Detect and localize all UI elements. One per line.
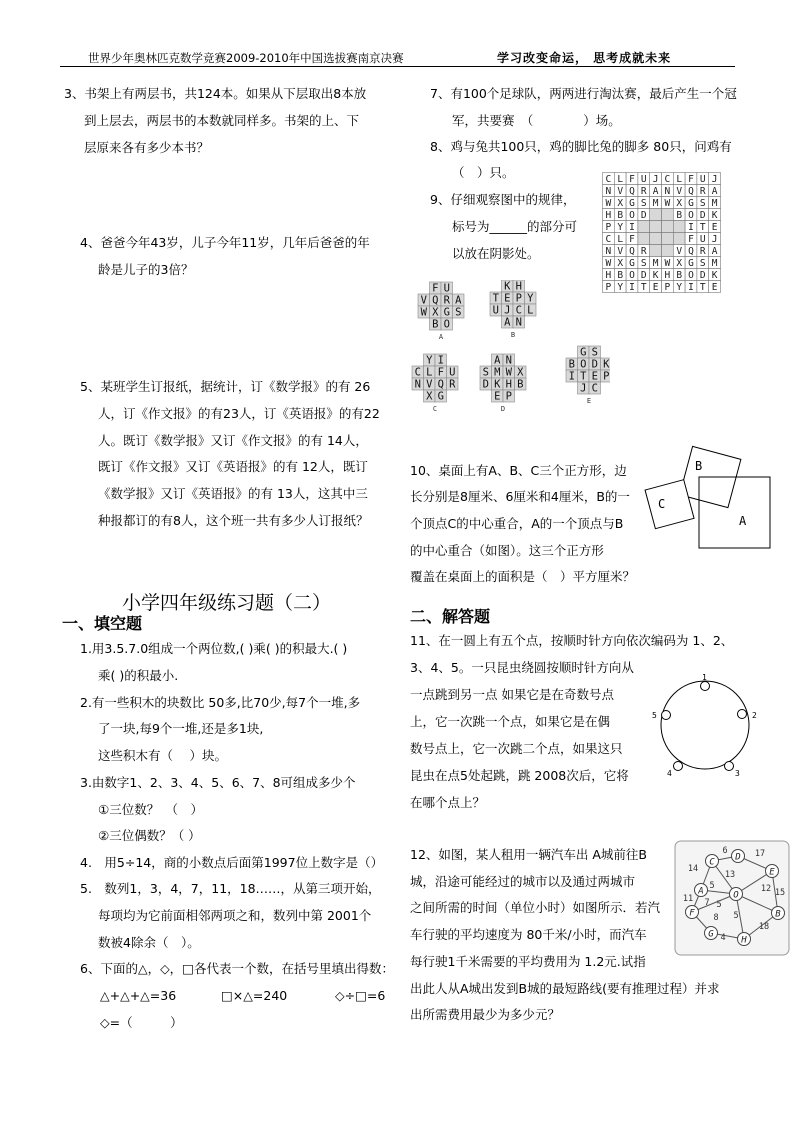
- piece-letter: X: [426, 390, 433, 403]
- grid-letter: X: [676, 198, 683, 209]
- q10-line4: 的中心重合（如图）。这三个正方形: [410, 543, 604, 558]
- piece-letter: G: [437, 390, 444, 403]
- grid-letter: Q: [688, 186, 694, 197]
- q11-line2: 3、4、5。一只昆虫绕圆按顺时针方向从: [410, 660, 634, 675]
- label-a: A: [739, 514, 747, 528]
- grid-letter: U: [699, 234, 706, 245]
- piece-letter: U: [449, 366, 456, 379]
- f4-line: 4. 用5÷14，商的小数点后面第1997位上数字是（）: [80, 855, 384, 870]
- grid-letter: W: [664, 258, 671, 269]
- q4-line1: 4、爸爸今年43岁，儿子今年11岁，几年后爸爸的年: [80, 235, 370, 250]
- q4-line2: 龄是儿子的3倍？: [98, 262, 194, 277]
- grid-letter: R: [699, 246, 706, 257]
- piece-letter: U: [443, 282, 450, 295]
- f3-line2: ①三位数？ （ ）: [98, 802, 203, 817]
- label-c: C: [658, 497, 666, 511]
- grid-letter: Q: [629, 186, 635, 197]
- f6-eq4: ◇=（ ）: [100, 1015, 183, 1030]
- piece-letter: Y: [426, 354, 433, 367]
- q3-line1: 3、书架上有两层书，共124本。如果从下层取出8本放: [64, 86, 367, 101]
- grid-letter: K: [652, 270, 659, 281]
- grid-letter: L: [676, 174, 683, 185]
- piece-letter: O: [580, 358, 587, 371]
- q5-line6: 种报都订的有8人，这个班一共有多少人订报纸？: [98, 513, 369, 528]
- grid-letter: S: [699, 198, 706, 209]
- piece-letter: O: [443, 318, 450, 331]
- grid-letter: O: [688, 270, 694, 281]
- square-a: [699, 477, 770, 548]
- piece-letter: I: [437, 354, 444, 367]
- point-label-5: 5: [652, 711, 657, 720]
- q10-line5: 覆盖在桌面上的面积是（ ）平方厘米？: [410, 569, 636, 584]
- edge-weight: 13: [724, 870, 736, 880]
- piece-letter: Y: [527, 292, 534, 305]
- grid-letter: Y: [617, 282, 624, 293]
- point-label-2: 2: [752, 711, 757, 720]
- grid-letter: B: [676, 270, 683, 281]
- grid-shaded-cell: [650, 233, 662, 245]
- grid-letter: G: [629, 258, 635, 269]
- graph-node-label: O: [733, 890, 739, 901]
- piece-letter: D: [482, 378, 489, 391]
- grid-letter: N: [605, 186, 612, 197]
- grid-shaded-cell: [662, 221, 674, 233]
- grid-letter: W: [605, 258, 612, 269]
- grid-letter: T: [640, 282, 647, 293]
- piece-letter: L: [426, 366, 433, 379]
- option-label-e: E: [586, 397, 592, 405]
- edge-weight: 8: [713, 913, 719, 923]
- grid-letter: T: [699, 222, 706, 233]
- part2-heading: 二、解答题: [410, 607, 491, 626]
- point-label-1: 1: [702, 673, 707, 682]
- edge-weight: 12: [760, 884, 772, 894]
- piece-letter: Q: [437, 378, 444, 391]
- option-label-d: D: [500, 405, 506, 413]
- q10-line2: 长分别是8厘米、6厘米和4厘米，B的一: [410, 489, 630, 504]
- f2-line1: 2.有一些积木的块数比 50多,比70少,每7个一堆,多: [80, 695, 361, 710]
- piece-letter: U: [492, 304, 499, 317]
- label-b: B: [695, 459, 703, 473]
- grid-shaded-cell: [662, 245, 674, 257]
- grid-shaded-cell: [650, 221, 662, 233]
- part1-heading: 一、填空题: [62, 614, 143, 633]
- grid-shaded-cell: [650, 209, 662, 221]
- grid-letter: I: [629, 282, 635, 293]
- grid-letter: V: [617, 246, 624, 257]
- grid-letter: N: [605, 246, 612, 257]
- q9-line3: 以放在阴影处。: [452, 246, 540, 261]
- grid-letter: G: [688, 198, 694, 209]
- piece-letter: C: [414, 366, 421, 379]
- graph-node-label: B: [775, 909, 781, 920]
- grid-shaded-cell: [673, 221, 685, 233]
- piece-letter: W: [505, 366, 512, 379]
- piece-letter: F: [432, 282, 439, 295]
- q12-line7: 出所需费用最少为多少元？: [410, 1007, 561, 1022]
- edge-weight: 5: [709, 881, 715, 891]
- grid-letter: D: [640, 270, 647, 281]
- q10-line1: 10、桌面上有A、B、C三个正方形，边: [410, 463, 627, 478]
- option-label-a: A: [438, 333, 444, 341]
- q12-line5: 每行驶1千米需要的平均费用为 1.2元.试指: [410, 954, 646, 969]
- circle-diagram: [645, 672, 770, 784]
- f2-line3: 这些积木有（ ）块。: [98, 748, 227, 763]
- grid-letter: N: [664, 186, 671, 197]
- piece-letter: B: [517, 378, 524, 391]
- piece-letter: K: [603, 358, 610, 371]
- q3-line3: 层原来各有多少本书？: [84, 140, 210, 155]
- grid-letter: H: [605, 210, 612, 221]
- piece-letter: V: [426, 378, 433, 391]
- grid-letter: R: [640, 246, 647, 257]
- piece-letter: I: [568, 370, 575, 383]
- grid-letter: B: [617, 210, 624, 221]
- graph-node-label: A: [698, 886, 704, 897]
- grid-letter: V: [676, 186, 683, 197]
- piece-letter: A: [494, 354, 501, 367]
- grid-letter: S: [699, 258, 706, 269]
- grid-shaded-cell: [638, 233, 650, 245]
- grid-shaded-cell: [638, 221, 650, 233]
- piece-letter: P: [603, 370, 610, 383]
- piece-letter: H: [505, 378, 512, 391]
- piece-letter: E: [494, 390, 501, 403]
- piece-letter: T: [580, 370, 587, 383]
- grid-letter: E: [652, 282, 659, 293]
- q8-line1: 8、鸡与兔共100只，鸡的脚比兔的脚多 80只，问鸡有: [430, 139, 732, 154]
- piece-letter: T: [492, 292, 499, 305]
- grid-letter: A: [711, 186, 718, 197]
- grid-letter: I: [629, 222, 635, 233]
- grid-letter: Q: [629, 246, 635, 257]
- grid-letter: V: [617, 186, 624, 197]
- q11-line6: 昆虫在点5处起跳，跳 2008次后，它将: [410, 768, 629, 783]
- graph-node-label: H: [741, 935, 747, 946]
- f6-eq2: □×△=240: [221, 988, 288, 1003]
- piece-letter: R: [443, 294, 450, 307]
- graph-node-label: D: [735, 852, 741, 863]
- piece-letter: G: [580, 346, 587, 359]
- piece-letter: B: [432, 318, 439, 331]
- grid-letter: Y: [676, 282, 683, 293]
- piece-letter: A: [504, 316, 511, 329]
- q12-line3: 之间所需的时间（单位小时）如图所示．若汽: [410, 900, 661, 915]
- point-3: [725, 762, 734, 771]
- grid-letter: O: [629, 270, 635, 281]
- edge-weight: 14: [687, 864, 699, 874]
- graph-node-label: F: [689, 908, 695, 919]
- grid-letter: S: [640, 198, 647, 209]
- piece-letter: G: [443, 306, 450, 319]
- q7-line1: 7、有100个足球队，两两进行淘汰赛，最后产生一个冠: [430, 86, 737, 101]
- grid-letter: I: [688, 222, 694, 233]
- grid-letter: P: [664, 282, 671, 293]
- grid-letter: V: [676, 246, 683, 257]
- grid-letter: I: [688, 282, 694, 293]
- graph-node-label: E: [769, 867, 775, 878]
- piece-letter: C: [591, 382, 598, 395]
- grid-letter: X: [676, 258, 683, 269]
- edge-weight: 17: [754, 849, 766, 859]
- option-label-b: B: [510, 331, 516, 339]
- piece-letter: E: [504, 292, 511, 305]
- grid-letter: G: [688, 258, 694, 269]
- piece-letter: Q: [432, 294, 439, 307]
- grid-letter: P: [605, 222, 612, 233]
- point-5: [662, 711, 671, 720]
- q11-line5: 数号点上，它一次跳二个点，如果这只: [410, 741, 623, 756]
- grid-letter: J: [652, 174, 659, 185]
- piece-letter: P: [505, 390, 512, 403]
- piece-letter: N: [414, 378, 421, 391]
- q5-line3: 人。既订《数学报》又订《作文报》的有 14人，: [98, 433, 368, 448]
- q10-line3: 个顶点C的中心重合，A的一个顶点与B: [410, 516, 624, 531]
- grid-letter: U: [640, 174, 647, 185]
- header-right-slogan: 学习改变命运， 思考成就未来: [497, 51, 672, 65]
- piece-letter: R: [449, 378, 456, 391]
- grid-letter: F: [629, 234, 635, 245]
- grid-letter: W: [664, 198, 671, 209]
- f3-line3: ②三位偶数？（ ）: [98, 828, 201, 843]
- q12-line4: 车行驶的平均速度为 80千米/小时，而汽车: [410, 927, 647, 942]
- q3-line2: 到上层去，两层书的本数就同样多。书架的上、下: [84, 113, 360, 128]
- grid-letter: O: [688, 210, 694, 221]
- grid-letter: S: [640, 258, 647, 269]
- route-graph: [674, 840, 794, 957]
- grid-letter: U: [699, 174, 706, 185]
- q7-line2: 军，共要赛 （ ）场。: [452, 113, 621, 128]
- f3-line1: 3.由数字1、2、3、4、5、6、7、8可组成多少个: [80, 775, 356, 790]
- grid-letter: Y: [617, 222, 624, 233]
- q11-line3: 一点跳到另一点 如果它是在奇数号点: [410, 687, 614, 702]
- f1-line2: 乘( )的积最小.: [98, 668, 179, 683]
- grid-letter: F: [688, 174, 694, 185]
- grid-letter: X: [617, 198, 624, 209]
- q12-line2: 城，沿途可能经过的城市以及通过两城市: [410, 874, 636, 889]
- piece-letter: L: [527, 304, 534, 317]
- f5-line1: 5. 数列1，3，4，7，11，18……，从第三项开始，: [80, 881, 381, 896]
- q12-line1: 12、如图，某人租用一辆汽车出 A城前往B: [410, 847, 648, 862]
- point-4: [674, 762, 683, 771]
- f5-line2: 每项均为它前面相邻两项之和，数列中第 2001个: [98, 908, 372, 923]
- grid-letter: J: [711, 174, 718, 185]
- q9-line1: 9、仔细观察图中的规律，: [430, 192, 576, 207]
- grid-letter: E: [711, 282, 718, 293]
- q9-line2: 标号为______的部分可: [452, 219, 578, 234]
- grid-letter: D: [640, 210, 647, 221]
- section-title: 小学四年级练习题（二）: [122, 592, 332, 614]
- q5-line5: 《数学报》又订《英语报》的有 13人，这其中三: [98, 486, 368, 501]
- grid-shaded-cell: [673, 233, 685, 245]
- grid-letter: R: [640, 186, 647, 197]
- piece-letter: B: [568, 358, 575, 371]
- grid-letter: O: [629, 210, 635, 221]
- grid-letter: K: [711, 270, 718, 281]
- squares-diagram: [640, 440, 776, 552]
- edge-weight: 6: [722, 846, 728, 856]
- grid-letter: M: [652, 198, 659, 209]
- piece-letter: N: [515, 316, 522, 329]
- grid-letter: H: [605, 270, 612, 281]
- grid-letter: B: [617, 270, 624, 281]
- f2-line2: 了一块,每9个一堆,还是多1块,: [98, 721, 264, 736]
- piece-letter: A: [455, 294, 462, 307]
- piece-letter: J: [504, 304, 511, 317]
- piece-letter: E: [591, 370, 598, 383]
- piece-letter: X: [517, 366, 524, 379]
- q8-line2: （ ）只。: [452, 165, 515, 180]
- f5-line3: 数被4除余（ ）。: [98, 935, 200, 950]
- point-label-3: 3: [735, 769, 740, 778]
- option-label-c: C: [432, 405, 438, 413]
- option-pieces: [410, 280, 610, 418]
- graph-node-label: G: [708, 929, 714, 940]
- piece-letter: M: [494, 366, 501, 379]
- piece-letter: V: [420, 294, 427, 307]
- piece-letter: H: [515, 280, 522, 293]
- edge-weight: 11: [682, 894, 694, 904]
- grid-letter: W: [605, 198, 612, 209]
- piece-letter: N: [505, 354, 512, 367]
- edge-weight: 18: [758, 922, 770, 932]
- edge-weight: 15: [774, 888, 786, 898]
- letter-grid: [602, 172, 722, 294]
- q12-line6: 出此人从A城出发到B城的最短路线(要有推理过程）并求: [410, 981, 720, 996]
- grid-letter: K: [711, 210, 718, 221]
- grid-letter: L: [617, 174, 624, 185]
- edge-weight: 5: [733, 911, 739, 921]
- piece-letter: X: [432, 306, 439, 319]
- q11-line7: 在哪个点上？: [410, 795, 486, 810]
- grid-letter: C: [664, 174, 671, 185]
- grid-letter: X: [617, 258, 624, 269]
- f6-eq3: ◇÷□=6: [335, 988, 386, 1003]
- grid-shaded-cell: [662, 233, 674, 245]
- grid-letter: M: [652, 258, 659, 269]
- point-1: [701, 682, 710, 691]
- piece-letter: P: [515, 292, 522, 305]
- grid-letter: T: [699, 282, 706, 293]
- grid-letter: M: [711, 258, 718, 269]
- grid-letter: B: [676, 210, 683, 221]
- piece-letter: K: [504, 280, 511, 293]
- grid-letter: H: [664, 270, 671, 281]
- q5-line1: 5、某班学生订报纸，据统计，订《数学报》的有 26: [80, 379, 371, 394]
- point-label-4: 4: [667, 769, 672, 778]
- grid-letter: P: [605, 282, 612, 293]
- edge-weight: 7: [704, 898, 710, 908]
- grid-shaded-cell: [662, 209, 674, 221]
- grid-shaded-cell: [650, 245, 662, 257]
- piece-letter: S: [455, 306, 462, 319]
- q11-line1: 11、在一圆上有五个点，按顺时针方向依次编码为 1、2、: [410, 633, 734, 648]
- grid-letter: G: [629, 198, 635, 209]
- q11-line4: 上，它一次跳一个点，如果它是在偶: [410, 714, 611, 729]
- header-left-title: 世界少年奥林匹克数学竞赛2009-2010年中国选拔赛南京决赛: [88, 51, 404, 65]
- edge-weight: 5: [716, 900, 722, 910]
- grid-letter: R: [699, 186, 706, 197]
- grid-letter: D: [699, 270, 706, 281]
- piece-letter: W: [420, 306, 427, 319]
- grid-letter: J: [711, 234, 718, 245]
- grid-letter: C: [605, 174, 612, 185]
- f6-eq1: △+△+△=36: [100, 988, 177, 1003]
- graph-node-label: C: [709, 857, 715, 868]
- grid-letter: Q: [688, 246, 694, 257]
- grid-letter: D: [699, 210, 706, 221]
- f1-line1: 1.用3.5.7.0组成一个两位数,( )乘( )的积最大.( ): [80, 641, 348, 656]
- grid-letter: A: [652, 186, 659, 197]
- square-c: [645, 480, 694, 529]
- piece-letter: S: [482, 366, 489, 379]
- grid-letter: E: [711, 222, 718, 233]
- piece-letter: C: [515, 304, 522, 317]
- point-2: [738, 710, 747, 719]
- grid-letter: A: [711, 246, 718, 257]
- q5-line4: 既订《作文报》又订《英语报》的有 12人，既订: [98, 459, 368, 474]
- edge-weight: 4: [720, 933, 726, 943]
- grid-letter: F: [688, 234, 694, 245]
- grid-letter: F: [629, 174, 635, 185]
- grid-letter: L: [617, 234, 624, 245]
- piece-letter: F: [437, 366, 444, 379]
- piece-letter: S: [591, 346, 598, 359]
- piece-letter: J: [580, 382, 587, 395]
- f6-line: 6、下面的△，◇，□各代表一个数，在括号里填出得数：: [80, 961, 394, 976]
- page-header: [60, 49, 735, 67]
- q5-line2: 人，订《作文报》的有23人，订《英语报》的有22: [98, 406, 380, 421]
- piece-letter: D: [591, 358, 598, 371]
- circle: [661, 681, 749, 769]
- grid-letter: M: [711, 198, 718, 209]
- piece-letter: K: [494, 378, 501, 391]
- grid-letter: C: [605, 234, 612, 245]
